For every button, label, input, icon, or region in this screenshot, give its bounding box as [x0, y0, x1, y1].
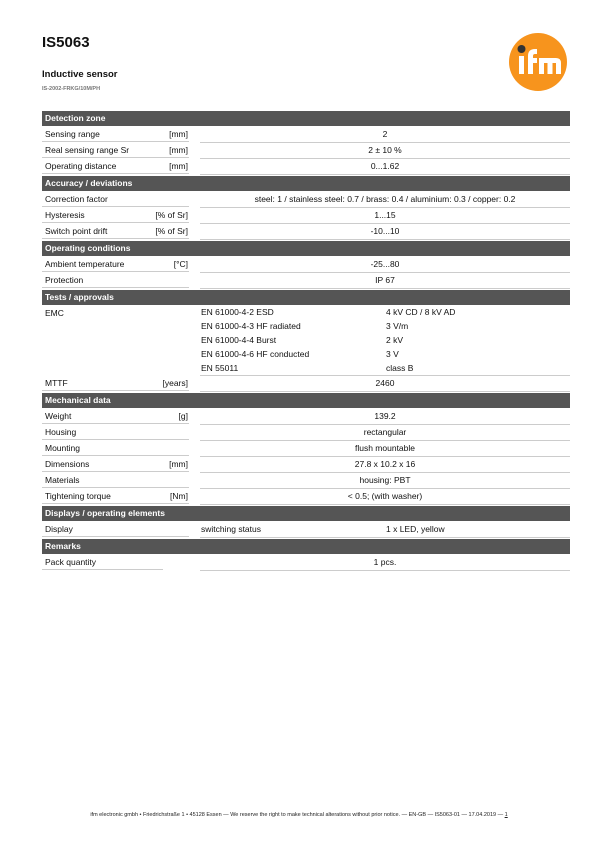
section-detection-zone: Detection zone: [42, 111, 570, 126]
spec-row-display: [42, 521, 570, 537]
spec-label: Tightening torque: [45, 491, 111, 501]
emc-standard: EN 61000-4-6 HF conducted: [201, 349, 310, 359]
spec-row-mttf: [42, 375, 570, 391]
spec-value: housing: PBT: [200, 472, 570, 489]
spec-value: 139.2: [200, 408, 570, 425]
spec-value: 2460: [200, 375, 570, 392]
emc-standard: EN 61000-4-2 ESD: [201, 307, 274, 317]
spec-value: 1...15: [200, 207, 570, 224]
spec-label: Correction factor: [45, 194, 108, 204]
spec-unit: [years]: [162, 378, 188, 388]
spec-row-correction-factor: [42, 191, 570, 207]
spec-label: Display: [45, 524, 73, 534]
section-tests-approvals: Tests / approvals: [42, 290, 570, 305]
emc-value: 2 kV: [386, 335, 404, 345]
emc-item: [200, 305, 570, 319]
emc-item: [200, 319, 570, 333]
ifm-logo: [508, 32, 568, 92]
section-mechanical-data: Mechanical data: [42, 393, 570, 408]
spec-row-operating-distance: [42, 158, 570, 174]
spec-label: Operating distance: [45, 161, 117, 171]
emc-item: [200, 361, 570, 376]
spec-row-tightening-torque: [42, 488, 570, 504]
section-remarks: Remarks: [42, 539, 570, 554]
spec-row-sensing-range: [42, 126, 570, 142]
spec-unit: [mm]: [169, 161, 188, 171]
spec-row-hysteresis: [42, 207, 570, 223]
spec-label: Dimensions: [45, 459, 90, 469]
spec-label: MTTF: [45, 378, 68, 388]
page-title: IS5063: [42, 34, 90, 51]
spec-label: Sensing range: [45, 129, 100, 139]
spec-row-materials: [42, 472, 570, 488]
display-value: 1 x LED, yellow: [386, 524, 445, 534]
product-subtitle: Inductive sensor: [42, 69, 118, 80]
spec-unit: [mm]: [169, 459, 188, 469]
section-operating-conditions: Operating conditions: [42, 241, 570, 256]
spec-unit: [°C]: [173, 259, 188, 269]
spec-value: 0...1.62: [200, 158, 570, 175]
section-displays: Displays / operating elements: [42, 506, 570, 521]
type-code: IS-2002-FRKG/10M/PH: [42, 86, 101, 92]
spec-value: 1 pcs.: [200, 554, 570, 571]
spec-label: Materials: [45, 475, 80, 485]
page-number: 1: [504, 812, 508, 818]
emc-value: class B: [386, 363, 414, 373]
spec-value: [200, 521, 570, 538]
spec-label: Real sensing range Sr: [45, 145, 130, 155]
emc-standard: EN 55011: [201, 363, 239, 373]
spec-row-emc: [42, 305, 570, 375]
spec-row-dimensions: [42, 456, 570, 472]
emc-standard: EN 61000-4-4 Burst: [201, 335, 277, 345]
spec-value: -10...10: [200, 223, 570, 240]
spec-row-mounting: [42, 440, 570, 456]
spec-row-switch-point-drift: [42, 223, 570, 239]
spec-unit: [g]: [178, 411, 188, 421]
section-accuracy: Accuracy / deviations: [42, 176, 570, 191]
spec-label: Mounting: [45, 443, 80, 453]
spec-row-pack-quantity: [42, 554, 570, 570]
footer-text: ifm electronic gmbh • Friedrichstraße 1 • 45128 Essen — We reserve the right to make technical alterations without prior notice. — EN-GB — IS5063-01 — 17.04.2019 —: [90, 812, 504, 818]
spec-value: flush mountable: [200, 440, 570, 457]
spec-unit: [Nm]: [170, 491, 188, 501]
spec-label: Weight: [45, 411, 72, 421]
spec-label: Housing: [45, 427, 77, 437]
spec-label: EMC: [45, 308, 64, 318]
display-key: switching status: [201, 524, 261, 534]
spec-row-ambient-temperature: [42, 256, 570, 272]
emc-value: 3 V/m: [386, 321, 409, 331]
spec-row-protection: [42, 272, 570, 288]
spec-row-real-sensing-range: [42, 142, 570, 158]
spec-row-weight: [42, 408, 570, 424]
spec-label: Pack quantity: [45, 557, 97, 567]
spec-unit: [% of Sr]: [155, 210, 188, 220]
spec-value: 27.8 x 10.2 x 16: [200, 456, 570, 473]
emc-standard: EN 61000-4-3 HF radiated: [201, 321, 301, 331]
emc-value: 3 V: [386, 349, 399, 359]
spec-value: IP 67: [200, 272, 570, 289]
spec-unit: [mm]: [169, 129, 188, 139]
spec-value: 2 ± 10 %: [200, 142, 570, 159]
spec-label: Hysteresis: [45, 210, 85, 220]
spec-unit: [mm]: [169, 145, 188, 155]
spec-value: 2: [200, 126, 570, 143]
spec-label: Switch point drift: [45, 226, 108, 236]
spec-unit: [% of Sr]: [155, 226, 188, 236]
emc-item: [200, 333, 570, 347]
specs-table: [42, 109, 570, 570]
page-footer: [0, 812, 598, 818]
spec-row-housing: [42, 424, 570, 440]
spec-label: Protection: [45, 275, 84, 285]
spec-value: steel: 1 / stainless steel: 0.7 / brass: 0.4 / aluminium: 0.3 / copper: 0.2: [200, 191, 570, 208]
spec-value: -25...80: [200, 256, 570, 273]
spec-value: rectangular: [200, 424, 570, 441]
emc-value: 4 kV CD / 8 kV AD: [386, 307, 456, 317]
spec-label: Ambient temperature: [45, 259, 125, 269]
emc-item: [200, 347, 570, 361]
spec-value: < 0.5; (with washer): [200, 488, 570, 505]
